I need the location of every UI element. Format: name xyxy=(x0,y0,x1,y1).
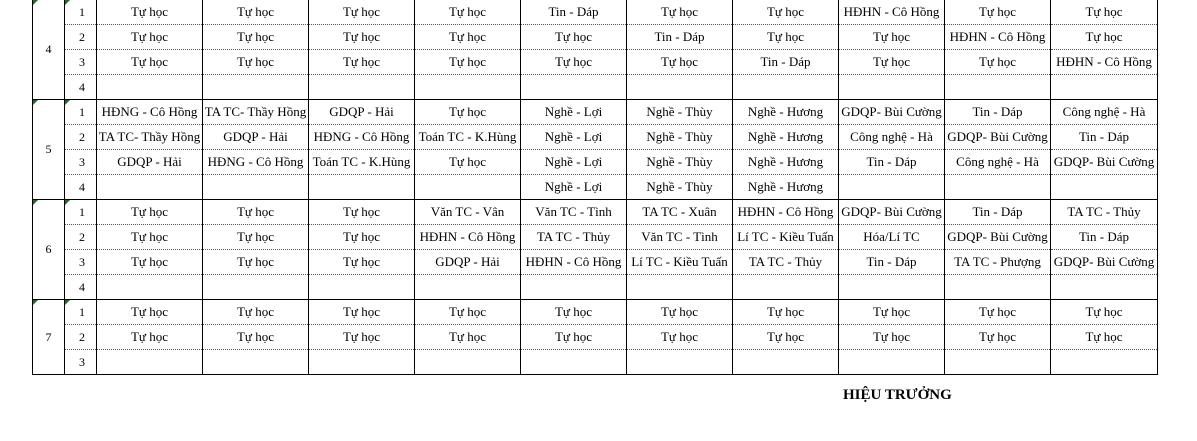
table-row xyxy=(33,200,1158,225)
schedule-cell: Tự học xyxy=(309,50,415,75)
schedule-cell: Hóa/Lí TC xyxy=(839,225,945,250)
period-cell: 4 xyxy=(65,75,97,100)
period-cell: 2 xyxy=(65,125,97,150)
schedule-cell xyxy=(415,75,521,100)
schedule-cell xyxy=(97,75,203,100)
schedule-cell: GDQP- Bùi Cường xyxy=(1051,250,1158,275)
timetable xyxy=(32,0,1158,375)
schedule-cell: TA TC - Thủy xyxy=(733,250,839,275)
schedule-cell: HĐHN - Cô Hồng xyxy=(521,250,627,275)
period-cell: 3 xyxy=(65,50,97,75)
schedule-cell: Tự học xyxy=(97,250,203,275)
schedule-cell: Tự học xyxy=(203,0,309,25)
schedule-cell: Tự học xyxy=(839,50,945,75)
schedule-cell: Tự học xyxy=(627,300,733,325)
schedule-cell: Nghề - Lợi xyxy=(521,150,627,175)
schedule-cell: Tự học xyxy=(415,50,521,75)
table-row xyxy=(33,75,1158,100)
schedule-cell: GDQP - Hải xyxy=(97,150,203,175)
schedule-cell: Tự học xyxy=(97,50,203,75)
schedule-cell xyxy=(97,275,203,300)
schedule-cell: Tự học xyxy=(945,50,1051,75)
schedule-cell xyxy=(945,275,1051,300)
schedule-cell: TA TC - Phượng xyxy=(945,250,1051,275)
schedule-cell: Tự học xyxy=(415,150,521,175)
schedule-cell: Văn TC - Vân xyxy=(415,200,521,225)
schedule-cell xyxy=(415,350,521,375)
table-row xyxy=(33,150,1158,175)
schedule-cell xyxy=(945,350,1051,375)
schedule-cell: Văn TC - Tình xyxy=(521,200,627,225)
schedule-cell: GDQP- Bùi Cường xyxy=(839,200,945,225)
schedule-cell xyxy=(945,175,1051,200)
schedule-cell: Tự học xyxy=(97,25,203,50)
schedule-cell xyxy=(203,75,309,100)
schedule-cell: Tin - Dáp xyxy=(521,0,627,25)
schedule-cell xyxy=(733,350,839,375)
corner-mark-icon xyxy=(65,300,70,305)
schedule-cell: HĐHN - Cô Hồng xyxy=(945,25,1051,50)
period-cell: 4 xyxy=(65,175,97,200)
schedule-cell xyxy=(839,75,945,100)
schedule-cell: Lí TC - Kiều Tuấn xyxy=(627,250,733,275)
schedule-cell: Tin - Dáp xyxy=(627,25,733,50)
schedule-cell: Toán TC - K.Hùng xyxy=(309,150,415,175)
schedule-cell: Tự học xyxy=(203,225,309,250)
schedule-cell: Tự học xyxy=(1051,325,1158,350)
schedule-cell: Nghề - Thùy xyxy=(627,100,733,125)
schedule-cell: Tin - Dáp xyxy=(1051,225,1158,250)
schedule-cell: Tự học xyxy=(521,25,627,50)
schedule-cell: Nghề - Thùy xyxy=(627,125,733,150)
schedule-cell xyxy=(203,175,309,200)
schedule-cell xyxy=(733,75,839,100)
schedule-cell: HĐNG - Cô Hồng xyxy=(309,125,415,150)
corner-mark-icon xyxy=(33,200,38,205)
table-row xyxy=(33,325,1158,350)
schedule-cell: Nghề - Lợi xyxy=(521,175,627,200)
table-row xyxy=(33,350,1158,375)
schedule-cell xyxy=(1051,350,1158,375)
table-row xyxy=(33,250,1158,275)
schedule-cell: Tự học xyxy=(415,0,521,25)
schedule-cell: Tự học xyxy=(309,250,415,275)
period-cell: 1 xyxy=(65,0,97,25)
schedule-cell: Tin - Dáp xyxy=(945,100,1051,125)
table-row xyxy=(33,100,1158,125)
schedule-cell: Tự học xyxy=(1051,25,1158,50)
schedule-cell: HĐHN - Cô Hồng xyxy=(733,200,839,225)
corner-mark-icon xyxy=(65,0,70,5)
schedule-cell: TA TC- Thầy Hồng xyxy=(97,125,203,150)
schedule-cell: Tự học xyxy=(309,200,415,225)
schedule-cell xyxy=(309,75,415,100)
schedule-cell: GDQP - Hải xyxy=(309,100,415,125)
schedule-cell xyxy=(309,175,415,200)
schedule-cell: Tự học xyxy=(415,300,521,325)
schedule-cell xyxy=(1051,175,1158,200)
schedule-cell xyxy=(627,350,733,375)
schedule-cell: Tự học xyxy=(203,25,309,50)
period-cell: 3 xyxy=(65,150,97,175)
schedule-cell: Nghề - Thùy xyxy=(627,150,733,175)
schedule-cell: Tự học xyxy=(97,325,203,350)
schedule-cell: Tự học xyxy=(945,0,1051,25)
schedule-cell: Công nghệ - Hà xyxy=(945,150,1051,175)
period-cell: 2 xyxy=(65,25,97,50)
schedule-cell: TA TC- Thầy Hồng xyxy=(203,100,309,125)
schedule-cell: GDQP - Hải xyxy=(203,125,309,150)
schedule-cell: Tự học xyxy=(415,325,521,350)
schedule-cell: HĐNG - Cô Hồng xyxy=(97,100,203,125)
day-cell: 5 xyxy=(33,100,65,200)
schedule-cell: Tự học xyxy=(97,200,203,225)
schedule-cell: GDQP- Bùi Cường xyxy=(839,100,945,125)
schedule-cell: Tự học xyxy=(203,250,309,275)
schedule-cell: Tự học xyxy=(203,300,309,325)
period-cell: 2 xyxy=(65,325,97,350)
table-row xyxy=(33,0,1158,25)
corner-mark-icon xyxy=(65,200,70,205)
schedule-cell xyxy=(203,350,309,375)
schedule-cell: Tự học xyxy=(521,300,627,325)
schedule-cell: Tự học xyxy=(415,100,521,125)
schedule-cell: Nghề - Lợi xyxy=(521,125,627,150)
schedule-cell xyxy=(309,350,415,375)
day-cell: 7 xyxy=(33,300,65,375)
period-cell: 1 xyxy=(65,300,97,325)
schedule-cell: Tự học xyxy=(97,225,203,250)
schedule-cell: HĐHN - Cô Hồng xyxy=(415,225,521,250)
schedule-cell: Tin - Dáp xyxy=(733,50,839,75)
schedule-cell: Công nghệ - Hà xyxy=(839,125,945,150)
corner-mark-icon xyxy=(33,300,38,305)
schedule-cell: Tự học xyxy=(309,25,415,50)
schedule-cell: Tin - Dáp xyxy=(839,250,945,275)
schedule-cell: Tự học xyxy=(733,300,839,325)
schedule-cell: Tự học xyxy=(309,225,415,250)
schedule-cell: Tự học xyxy=(1051,0,1158,25)
schedule-cell xyxy=(521,75,627,100)
schedule-cell xyxy=(1051,75,1158,100)
period-cell: 1 xyxy=(65,100,97,125)
table-row xyxy=(33,300,1158,325)
schedule-cell: Tự học xyxy=(521,50,627,75)
schedule-cell: Nghề - Hương xyxy=(733,175,839,200)
schedule-cell xyxy=(309,275,415,300)
schedule-cell: Tự học xyxy=(1051,300,1158,325)
schedule-cell: Tự học xyxy=(97,300,203,325)
period-cell: 3 xyxy=(65,350,97,375)
timetable-body xyxy=(33,0,1158,375)
schedule-cell: Tự học xyxy=(415,25,521,50)
schedule-cell: TA TC - Thủy xyxy=(1051,200,1158,225)
schedule-cell: Nghề - Hương xyxy=(733,150,839,175)
schedule-cell xyxy=(521,350,627,375)
schedule-cell xyxy=(627,75,733,100)
table-row xyxy=(33,125,1158,150)
schedule-cell: HĐHN - Cô Hồng xyxy=(839,0,945,25)
schedule-cell xyxy=(945,75,1051,100)
table-row xyxy=(33,175,1158,200)
schedule-cell xyxy=(733,275,839,300)
schedule-cell: Tự học xyxy=(945,325,1051,350)
schedule-cell: Toán TC - K.Hùng xyxy=(415,125,521,150)
schedule-cell xyxy=(521,275,627,300)
schedule-cell: Nghề - Hương xyxy=(733,100,839,125)
period-cell: 2 xyxy=(65,225,97,250)
schedule-cell: Tự học xyxy=(97,0,203,25)
corner-mark-icon xyxy=(65,100,70,105)
principal-signature-title: HIỆU TRƯỞNG xyxy=(843,387,952,403)
schedule-cell: HĐHN - Cô Hồng xyxy=(1051,50,1158,75)
corner-mark-icon xyxy=(33,100,38,105)
table-row xyxy=(33,50,1158,75)
schedule-cell: Tự học xyxy=(945,300,1051,325)
schedule-cell: Công nghệ - Hà xyxy=(1051,100,1158,125)
schedule-cell xyxy=(839,175,945,200)
schedule-cell: TA TC - Thủy xyxy=(521,225,627,250)
schedule-cell: GDQP- Bùi Cường xyxy=(945,225,1051,250)
schedule-cell: Tự học xyxy=(521,325,627,350)
day-cell: 6 xyxy=(33,200,65,300)
schedule-cell: Tự học xyxy=(627,50,733,75)
schedule-cell: TA TC - Xuân xyxy=(627,200,733,225)
period-cell: 4 xyxy=(65,275,97,300)
schedule-cell: Tự học xyxy=(839,25,945,50)
schedule-cell: Tự học xyxy=(627,0,733,25)
schedule-cell xyxy=(1051,275,1158,300)
schedule-cell: GDQP- Bùi Cường xyxy=(945,125,1051,150)
schedule-cell: Tự học xyxy=(309,0,415,25)
schedule-cell: Tự học xyxy=(839,300,945,325)
schedule-cell: Tự học xyxy=(309,325,415,350)
corner-mark-icon xyxy=(33,0,38,5)
schedule-cell xyxy=(627,275,733,300)
schedule-cell: HĐNG - Cô Hồng xyxy=(203,150,309,175)
schedule-cell: Tin - Dáp xyxy=(1051,125,1158,150)
schedule-cell xyxy=(415,275,521,300)
schedule-cell: Tự học xyxy=(839,325,945,350)
schedule-cell: GDQP- Bùi Cường xyxy=(1051,150,1158,175)
period-cell: 3 xyxy=(65,250,97,275)
day-cell: 4 xyxy=(33,0,65,100)
table-row xyxy=(33,225,1158,250)
schedule-cell xyxy=(203,275,309,300)
schedule-cell: Tự học xyxy=(203,325,309,350)
schedule-cell: Tự học xyxy=(309,300,415,325)
table-row xyxy=(33,275,1158,300)
schedule-cell xyxy=(839,275,945,300)
schedule-cell: Tự học xyxy=(733,325,839,350)
schedule-cell: Nghề - Hương xyxy=(733,125,839,150)
table-row xyxy=(33,25,1158,50)
schedule-cell xyxy=(415,175,521,200)
schedule-cell xyxy=(97,175,203,200)
schedule-cell: Tự học xyxy=(733,25,839,50)
schedule-cell: Văn TC - Tình xyxy=(627,225,733,250)
schedule-cell: Tự học xyxy=(203,50,309,75)
schedule-cell: Nghề - Thùy xyxy=(627,175,733,200)
schedule-cell: Lí TC - Kiều Tuấn xyxy=(733,225,839,250)
schedule-cell xyxy=(97,350,203,375)
schedule-cell: Nghề - Lợi xyxy=(521,100,627,125)
schedule-cell: Tự học xyxy=(203,200,309,225)
schedule-cell: Tự học xyxy=(733,0,839,25)
schedule-cell: Tự học xyxy=(627,325,733,350)
schedule-cell: GDQP - Hải xyxy=(415,250,521,275)
schedule-cell: Tin - Dáp xyxy=(945,200,1051,225)
schedule-cell: Tin - Dáp xyxy=(839,150,945,175)
schedule-cell xyxy=(839,350,945,375)
period-cell: 1 xyxy=(65,200,97,225)
